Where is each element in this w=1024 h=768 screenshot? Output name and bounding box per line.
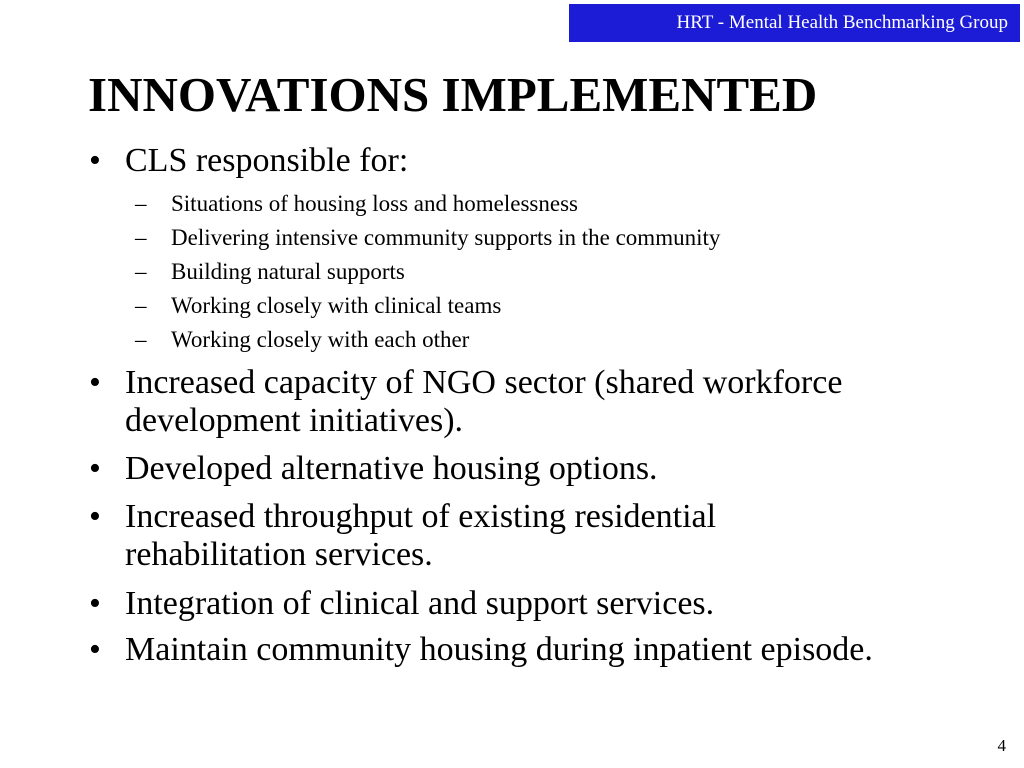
bullet-text: Increased throughput of existing residential rehabilitation services. [125,498,717,573]
sub-bullet-marker: – [135,293,147,318]
sub-bullet-marker: – [135,191,147,216]
bullet-text: Maintain community housing during inpatient episode. [125,631,873,668]
sub-bullet-text: Situations of housing loss and homelessness [171,191,578,216]
bullet-text: CLS responsible for: [125,142,409,179]
page-number: 4 [997,736,1006,755]
sub-bullet-marker: – [135,225,147,250]
slide-title: INNOVATIONS IMPLEMENTED [88,67,818,122]
bullet-marker: • [89,364,101,401]
sub-bullet-marker: – [135,327,147,352]
sub-bullet-marker: – [135,259,147,284]
sub-bullet-text: Working closely with clinical teams [171,293,502,318]
bullet-marker: • [89,585,101,622]
bullet-text: Increased capacity of NGO sector (shared workforce development initiatives). [125,364,843,439]
bullet-marker: • [89,450,101,487]
header-banner: HRT - Mental Health Benchmarking Group [569,4,1020,42]
bullet-text: Developed alternative housing options. [125,450,658,487]
bullet-marker: • [89,142,101,179]
bullet-marker: • [89,498,101,535]
sub-bullet-text: Working closely with each other [171,327,470,352]
sub-bullet-text: Building natural supports [171,259,405,284]
bullet-text: Integration of clinical and support services. [125,585,715,622]
bullet-marker: • [89,631,101,668]
sub-bullet-text: Delivering intensive community supports in the community [171,225,721,250]
